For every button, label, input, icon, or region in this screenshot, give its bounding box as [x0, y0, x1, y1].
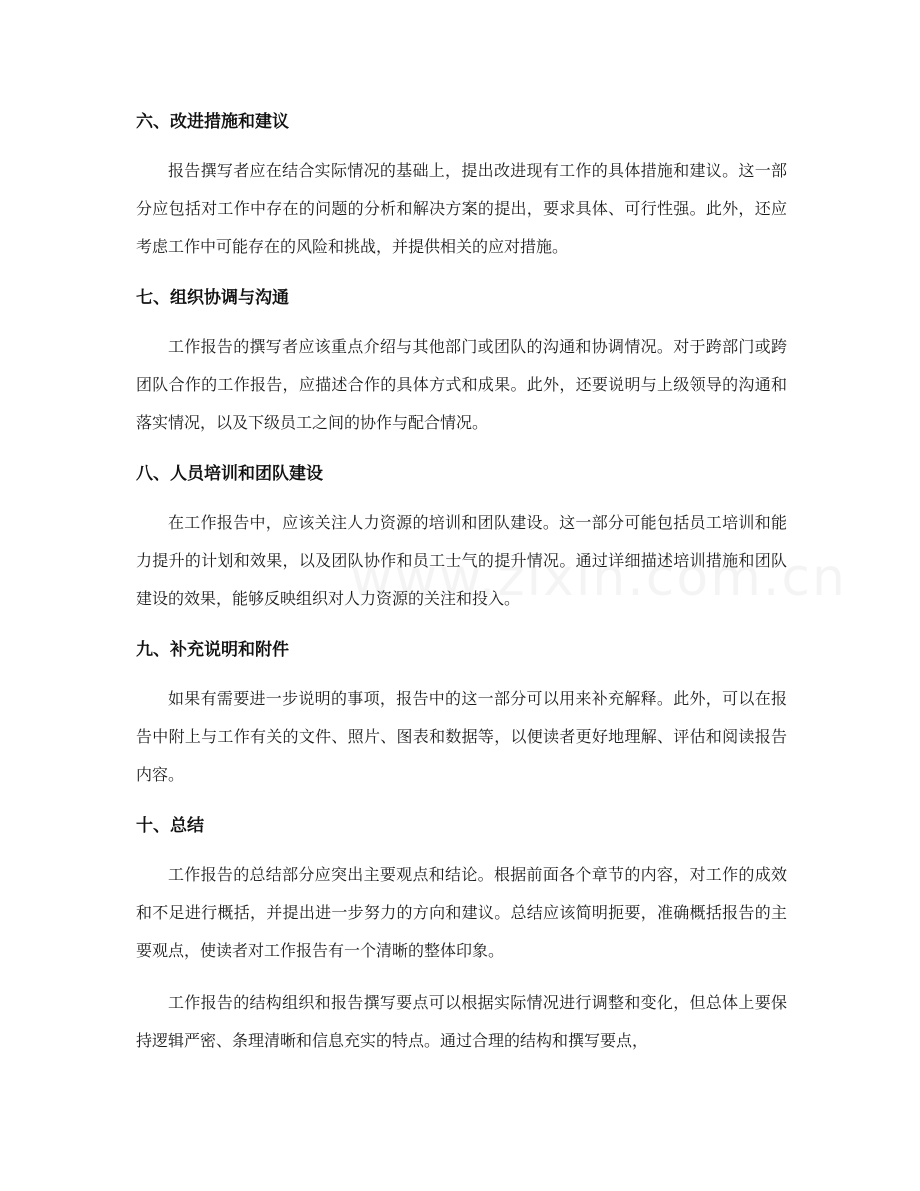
section-heading: 八、人员培训和团队建设	[136, 464, 323, 484]
section-heading: 九、补充说明和附件	[136, 640, 289, 660]
section-heading: 七、组织协调与沟通	[136, 288, 289, 308]
section-training-teambuilding	[136, 456, 787, 618]
paragraph: 工作报告的总结部分应突出主要观点和结论。根据前面各个章节的内容，对工作的成效和不足进行概括，并提出进一步努力的方向和建议。总结应该简明扼要，准确概括报告的主要观点，使读者对工作报告有一个清晰的整体印象。	[136, 865, 787, 960]
paragraph: 在工作报告中，应该关注人力资源的培训和团队建设。这一部分可能包括员工培训和能力提升的计划和效果，以及团队协作和员工士气的提升情况。通过详细描述培训措施和团队建设的效果，能够反映组织对人力资源的关注和投入。	[136, 513, 787, 608]
section-coordination-communication	[136, 280, 787, 442]
section-heading: 十、总结	[136, 816, 204, 836]
paragraph: 如果有需要进一步说明的事项，报告中的这一部分可以用来补充解释。此外，可以在报告中附上与工作有关的文件、照片、图表和数据等，以便读者更好地理解、评估和阅读报告内容。	[136, 689, 787, 784]
section-supplement-attachments	[136, 632, 787, 794]
paragraph: 工作报告的撰写者应该重点介绍与其他部门或团队的沟通和协调情况。对于跨部门或跨团队合作的工作报告，应描述合作的具体方式和成果。此外，还要说明与上级领导的沟通和落实情况，以及下级员工之间的协作与配合情况。	[136, 337, 787, 432]
paragraph: 报告撰写者应在结合实际情况的基础上，提出改进现有工作的具体措施和建议。这一部分应包括对工作中存在的问题的分析和解决方案的提出，要求具体、可行性强。此外，还应考虑工作中可能存在的风险和挑战，并提供相关的应对措施。	[136, 161, 787, 256]
paragraph: 工作报告的结构组织和报告撰写要点可以根据实际情况进行调整和变化，但总体上要保持逻辑严密、条理清晰和信息充实的特点。通过合理的结构和撰写要点，	[136, 993, 787, 1050]
section-improvement-measures	[136, 104, 787, 266]
section-summary	[136, 808, 787, 1060]
document-body	[136, 104, 787, 1074]
section-heading: 六、改进措施和建议	[136, 112, 289, 132]
